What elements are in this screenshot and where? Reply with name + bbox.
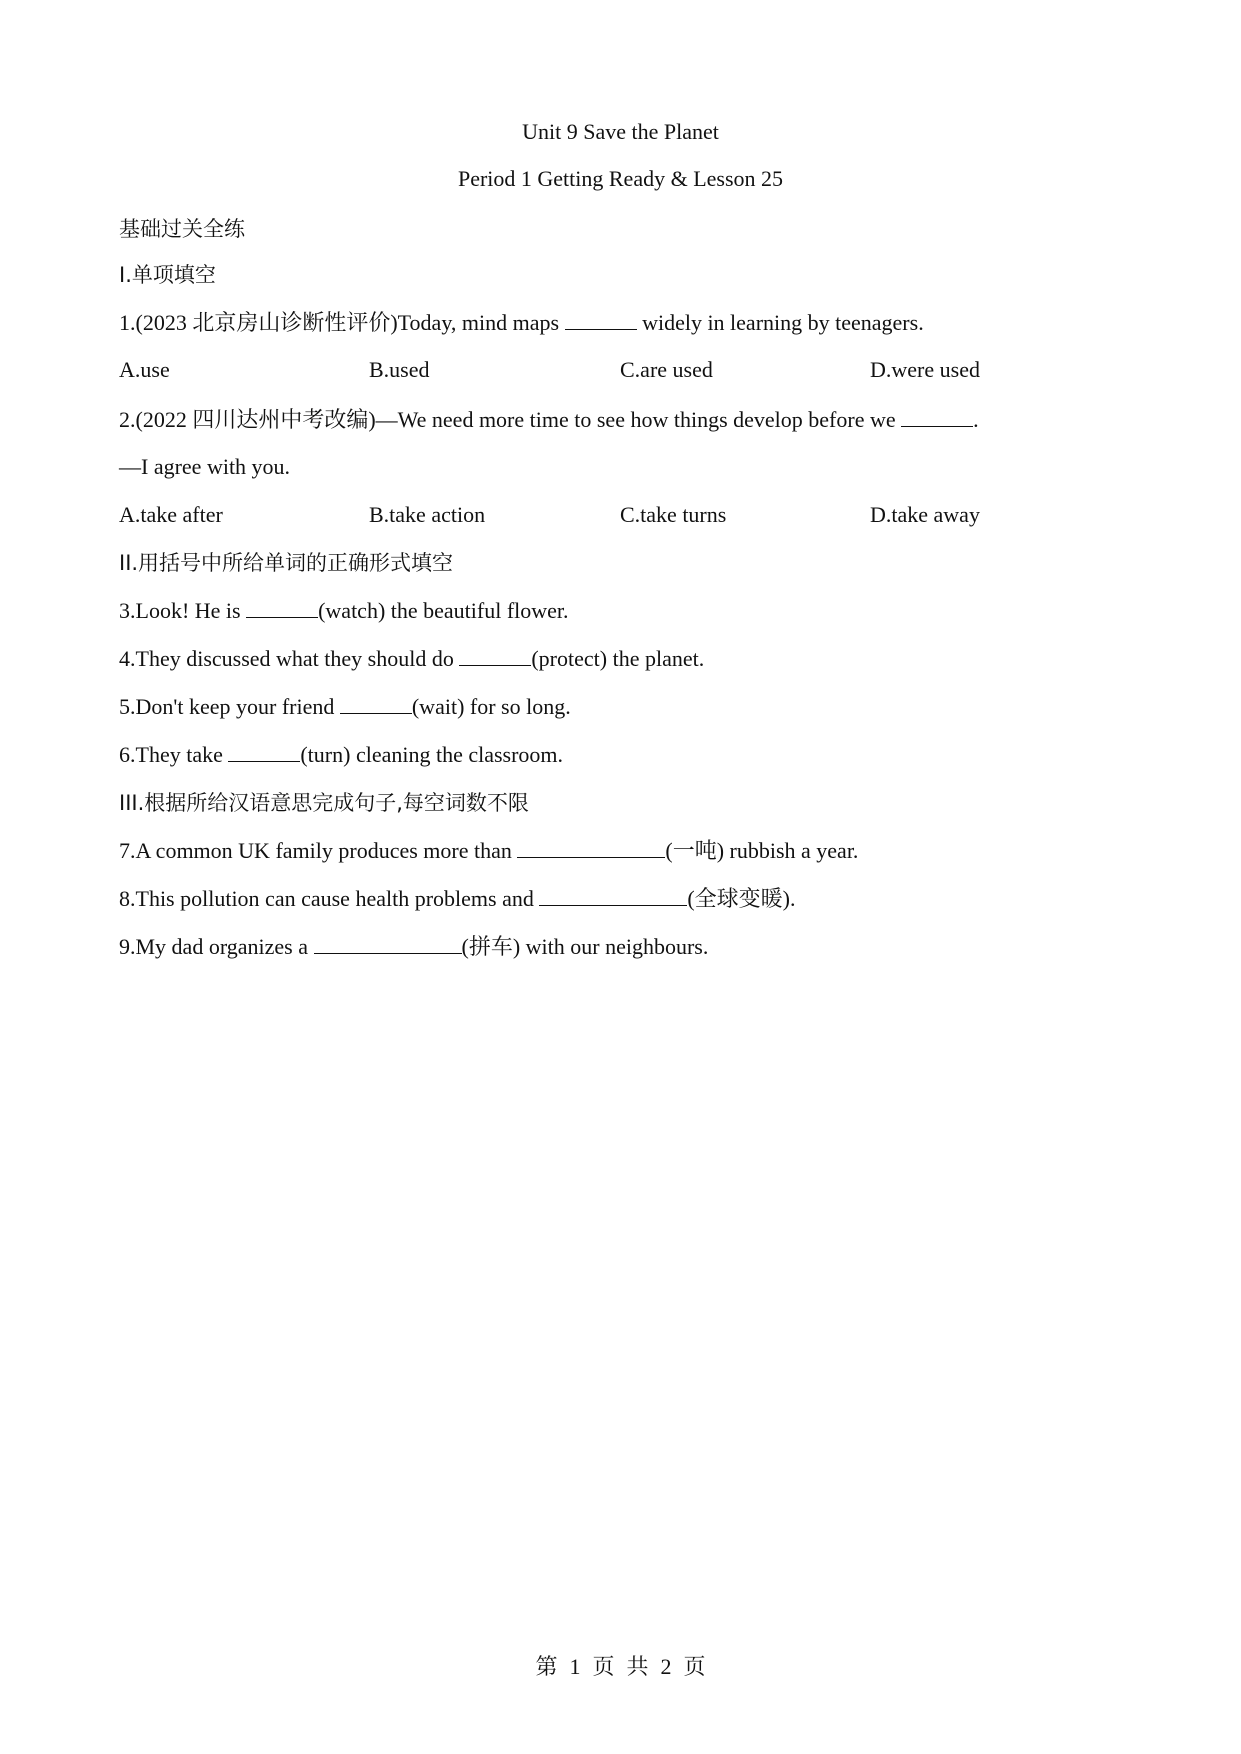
footer-word-gong: 共 xyxy=(626,1654,649,1679)
q6-blank xyxy=(228,741,300,762)
part2-heading: II.用括号中所给单词的正确形式填空 xyxy=(119,551,454,575)
q8-text-a: 8.This pollution can cause health problems and xyxy=(119,886,540,911)
q9-text-a: 9.My dad organizes a xyxy=(119,934,314,959)
q6-text-a: 6.They take xyxy=(119,742,229,767)
page-title: Unit 9 Save the Planet xyxy=(522,119,719,144)
q2-blank xyxy=(901,406,973,427)
question-2 xyxy=(119,405,979,435)
q1-blank xyxy=(565,309,637,330)
q7-blank xyxy=(517,837,665,858)
q1-option-a: A.use xyxy=(119,357,170,382)
q7-text-b: (一吨) rubbish a year. xyxy=(665,838,859,863)
question-5 xyxy=(119,692,571,722)
q1-option-c: C.are used xyxy=(620,357,713,382)
q1-option-d: D.were used xyxy=(870,357,980,382)
q3-blank xyxy=(246,597,318,618)
question-9 xyxy=(119,932,708,962)
page-footer xyxy=(0,1652,1241,1682)
q8-blank xyxy=(539,885,687,906)
q4-text-a: 4.They discussed what they should do xyxy=(119,646,460,671)
q8-text-b: (全球变暖). xyxy=(687,886,796,911)
footer-current-page: 1 xyxy=(569,1654,581,1679)
q2-reply: —I agree with you. xyxy=(119,454,291,479)
part3-heading: III.根据所给汉语意思完成句子,每空词数不限 xyxy=(119,791,529,815)
q4-blank xyxy=(459,645,531,666)
footer-word-ye-2: 页 xyxy=(683,1654,706,1679)
q3-text-a: 3.Look! He is xyxy=(119,598,247,623)
q5-text-a: 5.Don't keep your friend xyxy=(119,694,340,719)
question-3 xyxy=(119,596,569,626)
q9-blank xyxy=(314,933,462,954)
question-7 xyxy=(119,836,858,866)
question-8 xyxy=(119,884,796,914)
section-header: 基础过关全练 xyxy=(119,217,245,241)
question-4 xyxy=(119,644,704,674)
q9-text-b: (拼车) with our neighbours. xyxy=(461,934,709,959)
q4-text-b: (protect) the planet. xyxy=(531,646,705,671)
part1-heading: I.单项填空 xyxy=(119,263,216,287)
q2-option-c: C.take turns xyxy=(620,502,727,527)
q1-option-b: B.used xyxy=(369,357,430,382)
q3-text-b: (watch) the beautiful flower. xyxy=(318,598,569,623)
q2-option-b: B.take action xyxy=(369,502,486,527)
question-6 xyxy=(119,740,563,770)
footer-total-pages: 2 xyxy=(660,1654,672,1679)
q1-stem-a: 1.(2023 北京房山诊断性评价)Today, mind maps xyxy=(119,310,565,335)
page-subtitle: Period 1 Getting Ready & Lesson 25 xyxy=(457,166,784,191)
q2-option-d: D.take away xyxy=(870,502,980,527)
q2-option-a: A.take after xyxy=(119,502,223,527)
footer-word-di: 第 xyxy=(535,1654,558,1679)
q2-stem-b: . xyxy=(973,407,979,432)
q2-stem-a: 2.(2022 四川达州中考改编)—We need more time to see how things develop before we xyxy=(119,407,902,432)
q5-text-b: (wait) for so long. xyxy=(411,694,571,719)
q6-text-b: (turn) cleaning the classroom. xyxy=(300,742,564,767)
q1-stem-b: widely in learning by teenagers. xyxy=(636,310,924,335)
q5-blank xyxy=(340,693,412,714)
question-1 xyxy=(119,308,924,338)
footer-word-ye: 页 xyxy=(592,1654,615,1679)
q7-text-a: 7.A common UK family produces more than xyxy=(119,838,518,863)
